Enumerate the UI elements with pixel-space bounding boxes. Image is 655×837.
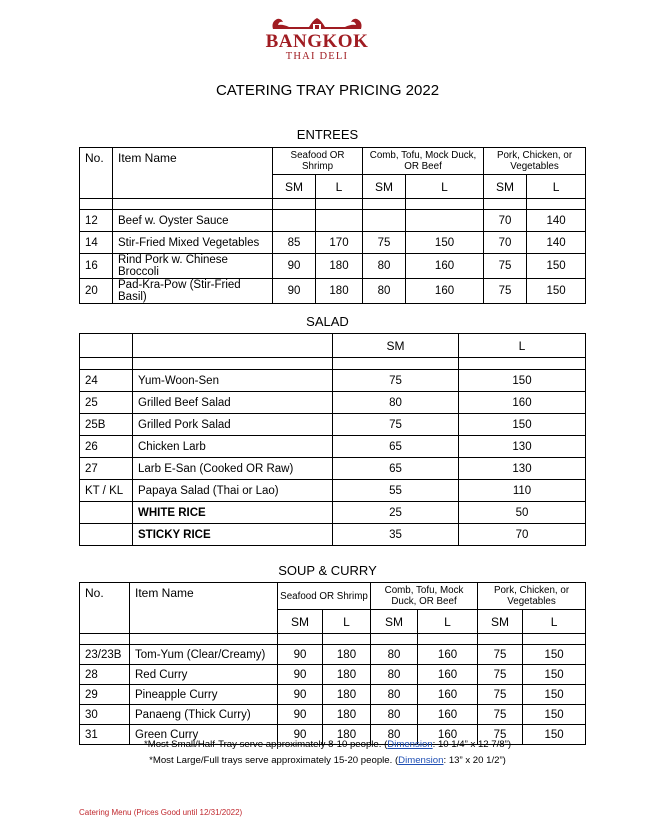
price-cell: 180 (323, 705, 371, 725)
large-tray-note (0, 755, 655, 766)
price-cell: 90 (273, 254, 316, 279)
salad-spacer-cell (333, 358, 459, 370)
entrees-header-item: Item Name (113, 148, 273, 199)
price-cell: 160 (406, 254, 484, 279)
item-name: STICKY RICE (133, 524, 333, 546)
price-cell: 80 (363, 254, 406, 279)
item-name: Larb E-San (Cooked OR Raw) (133, 458, 333, 480)
price-cell: 130 (459, 458, 586, 480)
item-name: Grilled Beef Salad (133, 392, 333, 414)
price-cell: 160 (459, 392, 586, 414)
entrees-spacer-cell (113, 199, 273, 210)
soup-spacer-cell (478, 634, 523, 645)
salad-spacer-cell (133, 358, 333, 370)
item-name: Pineapple Curry (130, 685, 278, 705)
entrees-size-l: L (406, 175, 484, 199)
table-row (80, 370, 586, 392)
price-cell (273, 210, 316, 232)
item-number (80, 502, 133, 524)
item-name: Green Curry (130, 725, 278, 745)
entrees-spacer-cell (406, 199, 484, 210)
entrees-table (79, 147, 586, 304)
item-number: 14 (80, 232, 113, 254)
soup-size-sm: SM (371, 610, 418, 634)
table-row (80, 254, 586, 279)
table-row (80, 480, 586, 502)
price-cell: 150 (527, 254, 586, 279)
item-number: 30 (80, 705, 130, 725)
price-cell: 65 (333, 458, 459, 480)
price-cell: 160 (418, 685, 478, 705)
price-cell: 110 (459, 480, 586, 502)
price-cell: 75 (478, 705, 523, 725)
entrees-size-l: L (316, 175, 363, 199)
price-cell: 70 (484, 210, 527, 232)
table-row (80, 458, 586, 480)
table-row (80, 279, 586, 304)
salad-header-item (133, 334, 333, 358)
entrees-group-pork: Pork, Chicken, or Vegetables (484, 148, 586, 175)
price-cell: 150 (523, 665, 586, 685)
price-cell (316, 210, 363, 232)
item-number: 28 (80, 665, 130, 685)
salad-header-no (80, 334, 133, 358)
price-cell: 80 (333, 392, 459, 414)
price-cell: 80 (371, 685, 418, 705)
price-cell: 55 (333, 480, 459, 502)
note-text: : 13” x 20 1/2”) (443, 755, 506, 766)
price-cell: 180 (316, 254, 363, 279)
price-cell: 75 (478, 645, 523, 665)
soup-group-pork: Pork, Chicken, or Vegetables (478, 583, 586, 610)
soup-size-sm: SM (478, 610, 523, 634)
item-name: Panaeng (Thick Curry) (130, 705, 278, 725)
soup-size-l: L (418, 610, 478, 634)
price-cell: 75 (333, 370, 459, 392)
item-number: 26 (80, 436, 133, 458)
table-row (80, 705, 586, 725)
price-cell: 150 (523, 645, 586, 665)
price-cell: 90 (273, 279, 316, 304)
price-cell: 75 (478, 665, 523, 685)
price-cell: 140 (527, 210, 586, 232)
price-cell: 80 (371, 705, 418, 725)
price-cell: 150 (459, 370, 586, 392)
salad-section-title: SALAD (306, 314, 349, 329)
item-name: Red Curry (130, 665, 278, 685)
price-cell: 160 (418, 665, 478, 685)
entrees-size-sm: SM (484, 175, 527, 199)
price-cell: 160 (418, 725, 478, 745)
item-number: 24 (80, 370, 133, 392)
price-cell: 90 (278, 705, 323, 725)
salad-size-sm: SM (333, 334, 459, 358)
entrees-size-sm: SM (273, 175, 316, 199)
price-cell: 150 (406, 232, 484, 254)
item-number: KT / KL (80, 480, 133, 502)
entrees-spacer-cell (363, 199, 406, 210)
page-title: CATERING TRAY PRICING 2022 (215, 82, 440, 99)
price-cell: 80 (363, 279, 406, 304)
price-cell: 90 (278, 665, 323, 685)
entrees-spacer-cell (273, 199, 316, 210)
footer-text: Catering Menu (Prices Good until 12/31/2022) (79, 808, 243, 817)
price-cell: 130 (459, 436, 586, 458)
price-cell: 180 (323, 725, 371, 745)
item-number: 25 (80, 392, 133, 414)
dimension-link[interactable]: Dimension (387, 739, 433, 750)
price-cell: 80 (371, 645, 418, 665)
soup-spacer-cell (371, 634, 418, 645)
item-name: Grilled Pork Salad (133, 414, 333, 436)
soup-group-seafood: Seafood OR Shrimp (278, 583, 371, 610)
soup-header-item: Item Name (130, 583, 278, 634)
table-row (80, 392, 586, 414)
price-cell: 90 (278, 645, 323, 665)
entrees-group-seafood: Seafood OR Shrimp (273, 148, 363, 175)
price-cell: 160 (418, 705, 478, 725)
item-name: Stir-Fried Mixed Vegetables (113, 232, 273, 254)
price-cell: 170 (316, 232, 363, 254)
soup-group-comb: Comb, Tofu, Mock Duck, OR Beef (371, 583, 478, 610)
dimension-link[interactable]: Dimension (398, 755, 444, 766)
item-number: 27 (80, 458, 133, 480)
soup-size-sm: SM (278, 610, 323, 634)
item-number: 25B (80, 414, 133, 436)
price-cell: 150 (523, 725, 586, 745)
price-cell: 70 (484, 232, 527, 254)
logo-dragon-emblem-icon (269, 16, 365, 32)
price-cell: 65 (333, 436, 459, 458)
item-name: Rind Pork w. Chinese Broccoli (113, 254, 273, 279)
table-row (80, 502, 586, 524)
price-cell: 75 (478, 685, 523, 705)
salad-size-l: L (459, 334, 586, 358)
item-name: Yum-Woon-Sen (133, 370, 333, 392)
table-row (80, 436, 586, 458)
salad-spacer-cell (459, 358, 586, 370)
price-cell: 75 (484, 279, 527, 304)
soup-spacer-cell (323, 634, 371, 645)
price-cell: 75 (478, 725, 523, 745)
price-cell: 25 (333, 502, 459, 524)
entrees-spacer-cell (316, 199, 363, 210)
salad-spacer-cell (80, 358, 133, 370)
price-cell: 90 (278, 685, 323, 705)
soup-spacer-cell (80, 634, 130, 645)
salad-table (79, 333, 586, 546)
soup-size-l: L (523, 610, 586, 634)
item-name: Beef w. Oyster Sauce (113, 210, 273, 232)
bangkok-thai-deli-logo (262, 16, 372, 72)
item-name: Papaya Salad (Thai or Lao) (133, 480, 333, 502)
logo-sub-text: THAI DELI (285, 51, 349, 62)
soup-spacer-cell (418, 634, 478, 645)
price-cell: 75 (484, 254, 527, 279)
entrees-header-no: No. (80, 148, 113, 199)
soup-curry-table (79, 582, 586, 745)
price-cell: 150 (523, 705, 586, 725)
price-cell: 80 (371, 665, 418, 685)
price-cell: 85 (273, 232, 316, 254)
price-cell: 180 (323, 665, 371, 685)
price-cell: 160 (418, 645, 478, 665)
entrees-spacer-cell (80, 199, 113, 210)
item-name: Tom-Yum (Clear/Creamy) (130, 645, 278, 665)
price-cell: 150 (523, 685, 586, 705)
price-cell: 160 (406, 279, 484, 304)
table-row (80, 210, 586, 232)
note-text: *Most Small/Half-Tray serve approximately 8-10 people. ( (143, 739, 388, 750)
item-number: 16 (80, 254, 113, 279)
table-row (80, 232, 586, 254)
price-cell: 80 (371, 725, 418, 745)
soup-curry-section-title: SOUP & CURRY (278, 563, 377, 578)
item-number: 20 (80, 279, 113, 304)
price-cell: 180 (323, 645, 371, 665)
price-cell: 50 (459, 502, 586, 524)
table-row (80, 685, 586, 705)
entrees-size-l: L (527, 175, 586, 199)
price-cell: 75 (333, 414, 459, 436)
table-row (80, 524, 586, 546)
item-name: Pad-Kra-Pow (Stir-Fried Basil) (113, 279, 273, 304)
price-cell: 180 (316, 279, 363, 304)
entrees-section-title: ENTREES (296, 127, 359, 142)
note-text: *Most Large/Full trays serve approximately 15-20 people. ( (149, 755, 399, 766)
note-text: : 10 1/4” x 12 7/8”) (432, 739, 512, 750)
price-cell: 90 (278, 725, 323, 745)
item-number: 23/23B (80, 645, 130, 665)
soup-spacer-cell (523, 634, 586, 645)
item-name: Chicken Larb (133, 436, 333, 458)
price-cell: 150 (459, 414, 586, 436)
item-number: 29 (80, 685, 130, 705)
price-cell: 35 (333, 524, 459, 546)
price-cell: 180 (323, 685, 371, 705)
soup-size-l: L (323, 610, 371, 634)
logo-main-text: BANGKOK (265, 31, 369, 52)
item-name: WHITE RICE (133, 502, 333, 524)
item-number: 12 (80, 210, 113, 232)
item-number: 31 (80, 725, 130, 745)
price-cell: 75 (363, 232, 406, 254)
entrees-spacer-cell (527, 199, 586, 210)
price-cell: 150 (527, 279, 586, 304)
table-row (80, 645, 586, 665)
price-cell: 70 (459, 524, 586, 546)
small-tray-note (0, 739, 655, 750)
price-cell (406, 210, 484, 232)
price-cell (363, 210, 406, 232)
soup-header-no: No. (80, 583, 130, 634)
soup-spacer-cell (278, 634, 323, 645)
entrees-size-sm: SM (363, 175, 406, 199)
entrees-group-comb: Comb, Tofu, Mock Duck, OR Beef (363, 148, 484, 175)
table-row (80, 665, 586, 685)
entrees-spacer-cell (484, 199, 527, 210)
price-cell: 140 (527, 232, 586, 254)
soup-spacer-cell (130, 634, 278, 645)
table-row (80, 414, 586, 436)
item-number (80, 524, 133, 546)
